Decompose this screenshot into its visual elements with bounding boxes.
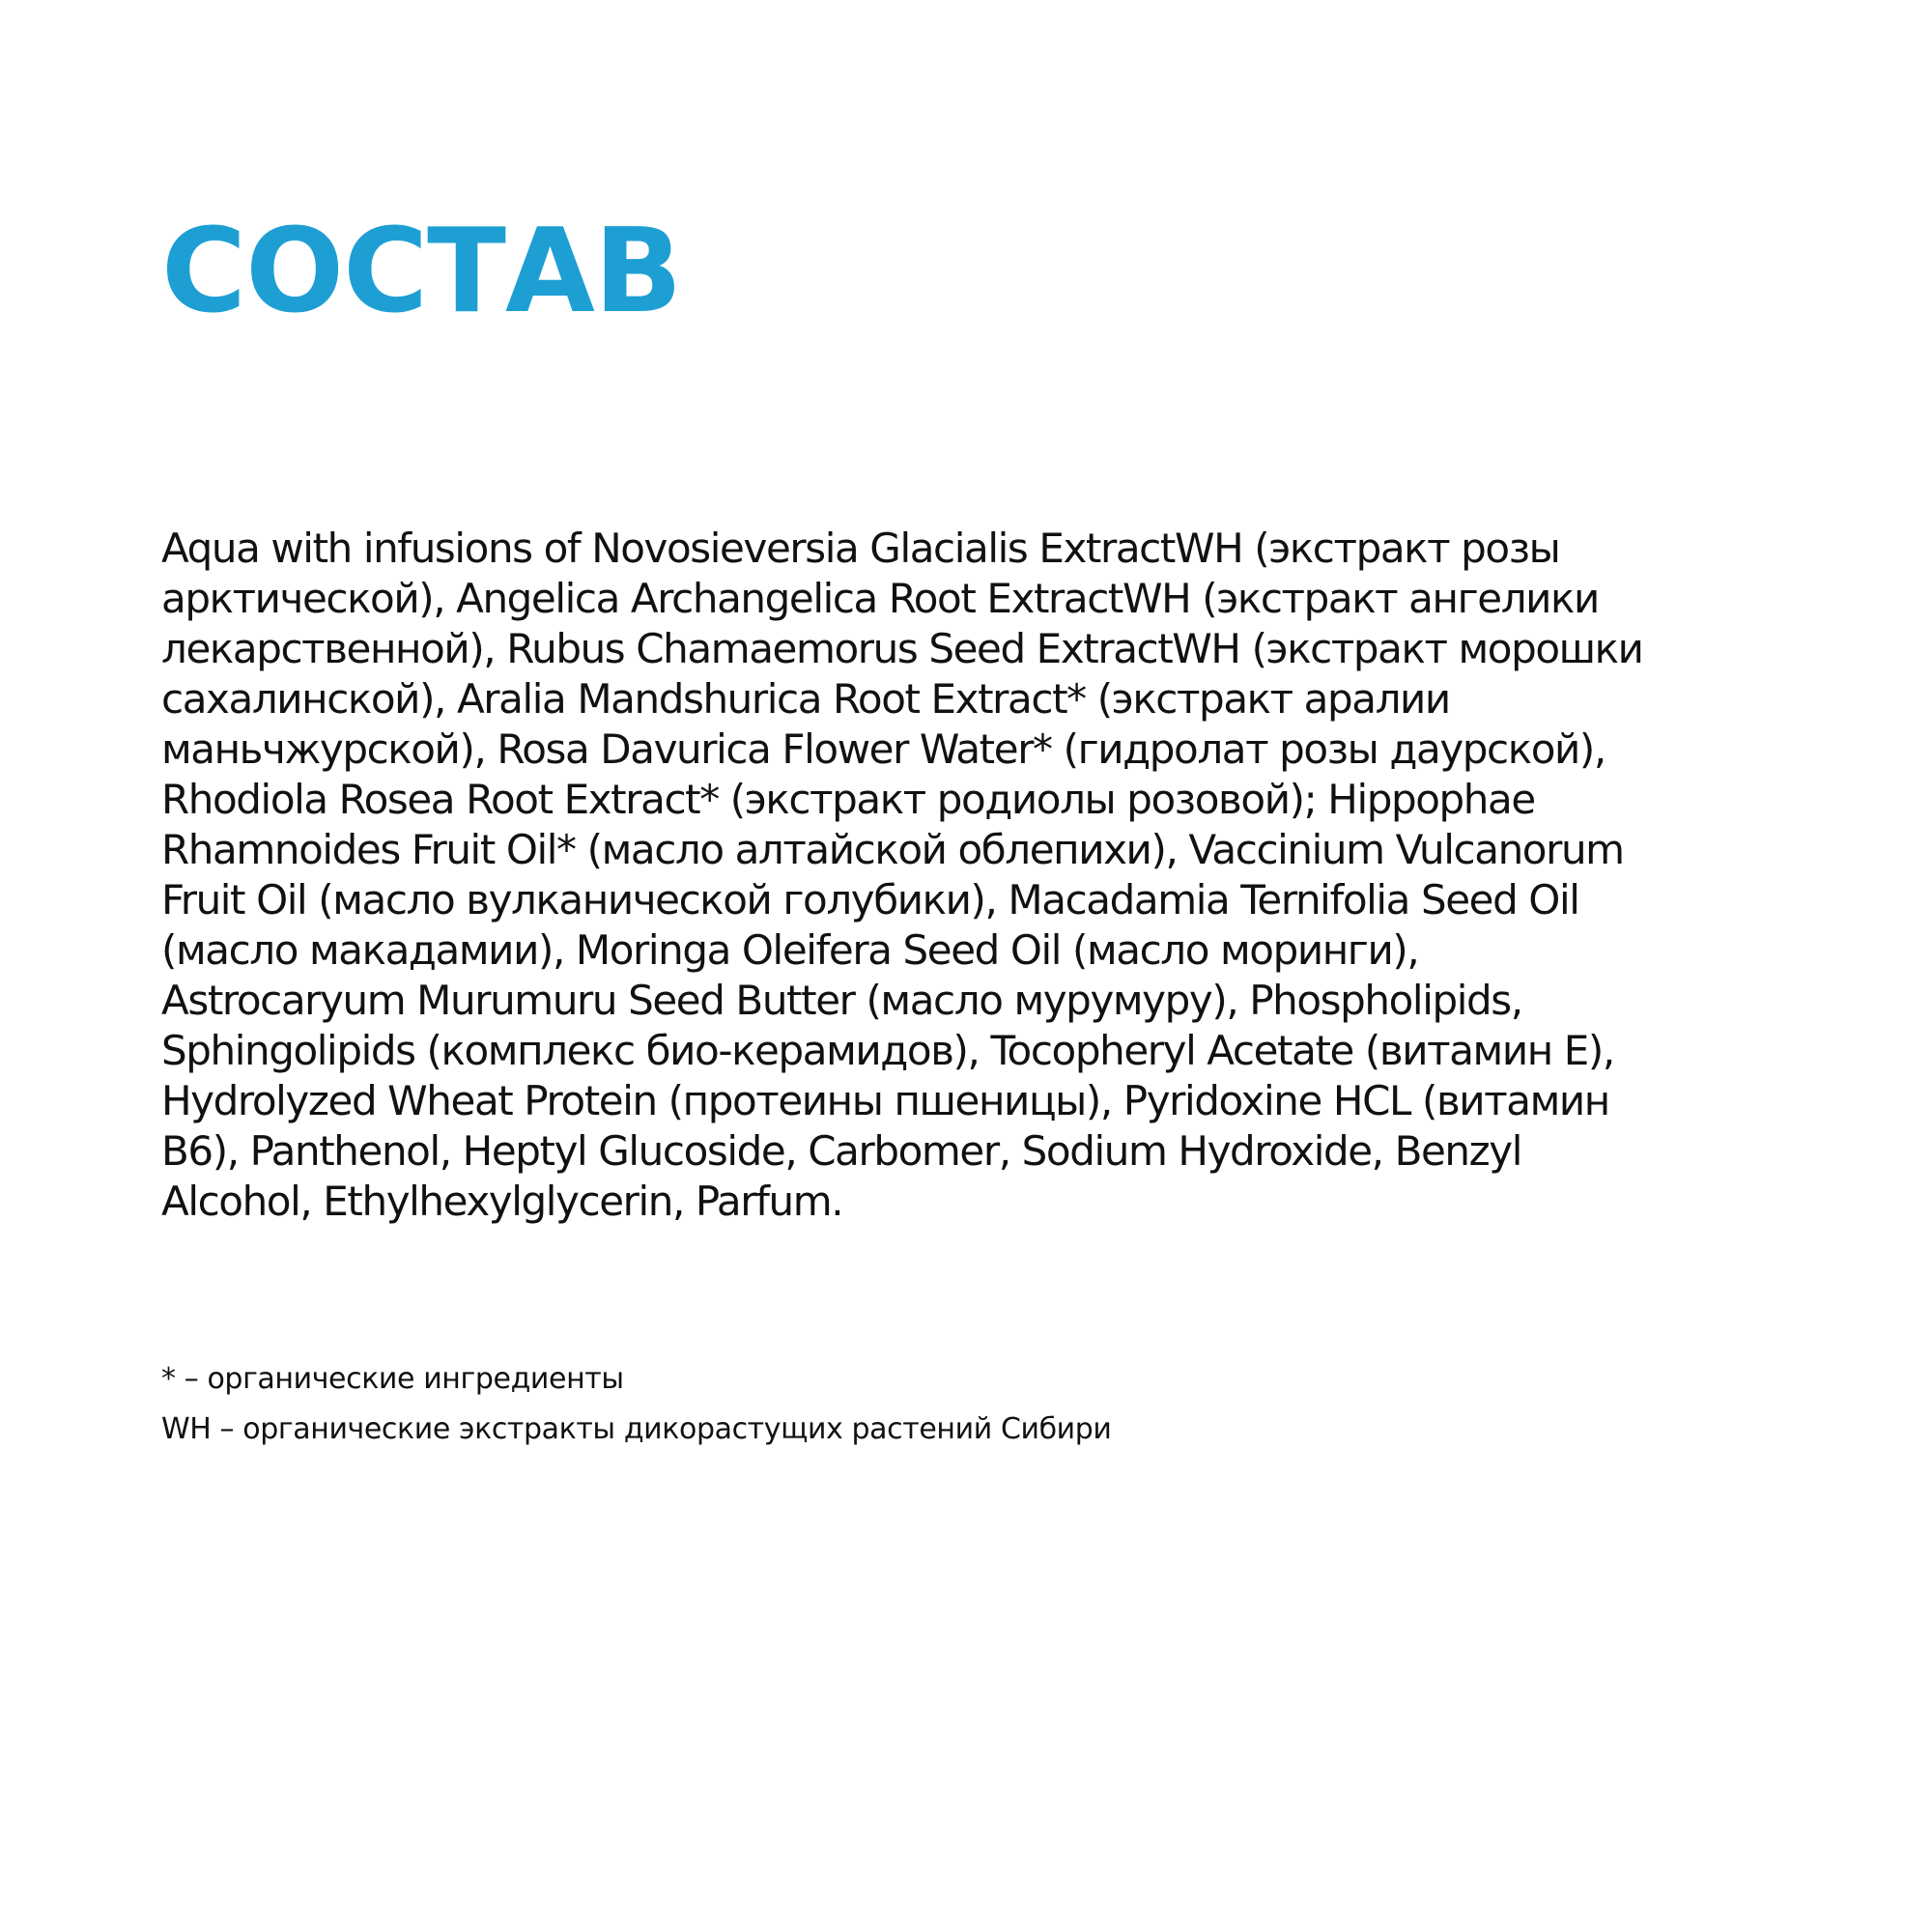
ingredients-line: арктической), Angelica Archangelica Root ExtractWH (экстракт ангелики [161, 575, 1599, 622]
ingredients-list [161, 524, 1707, 1227]
ingredients-line: Rhodiola Rosea Root Extract* (экстракт родиолы розовой); Hippophae [161, 776, 1535, 823]
ingredients-line: маньчжурской), Rosa Davurica Flower Water* (гидролат розы даурской), [161, 725, 1605, 773]
ingredients-line: Sphingolipids (комплекс био-керамидов), Tocopheryl Acetate (витамин Е), [161, 1027, 1614, 1074]
footnote-wild-harvested: WH – органические экстракты дикорастущих растений Сибири [161, 1412, 1112, 1446]
ingredients-line: Astrocaryum Murumuru Seed Butter (масло мурумуру), Phospholipids, [161, 977, 1522, 1024]
ingredients-line: Aqua with infusions of Novosieversia Glacialis ExtractWH (экстракт розы [161, 525, 1560, 572]
ingredients-line: B6), Panthenol, Heptyl Glucoside, Carbomer, Sodium Hydroxide, Benzyl [161, 1127, 1522, 1175]
ingredients-line: Rhamnoides Fruit Oil* (масло алтайской облепихи), Vaccinium Vulcanorum [161, 826, 1624, 873]
ingredients-line: Hydrolyzed Wheat Protein (протеины пшеницы), Pyridoxine HCL (витамин [161, 1077, 1609, 1124]
ingredients-line: сахалинской), Aralia Mandshurica Root Extract* (экстракт аралии [161, 675, 1450, 723]
ingredients-line: (масло макадамии), Moringa Oleifera Seed Oil (масло моринги), [161, 926, 1419, 974]
footnote-organic: * – органические ингредиенты [161, 1362, 624, 1396]
page-title: СОСТАВ [161, 205, 682, 339]
ingredients-line: Fruit Oil (масло вулканической голубики), Macadamia Ternifolia Seed Oil [161, 876, 1579, 923]
ingredients-line: Alcohol, Ethylhexylglycerin, Parfum. [161, 1178, 843, 1225]
footnotes [161, 1354, 1112, 1455]
ingredients-line: лекарственной), Rubus Chamaemorus Seed ExtractWH (экстракт морошки [161, 625, 1643, 672]
